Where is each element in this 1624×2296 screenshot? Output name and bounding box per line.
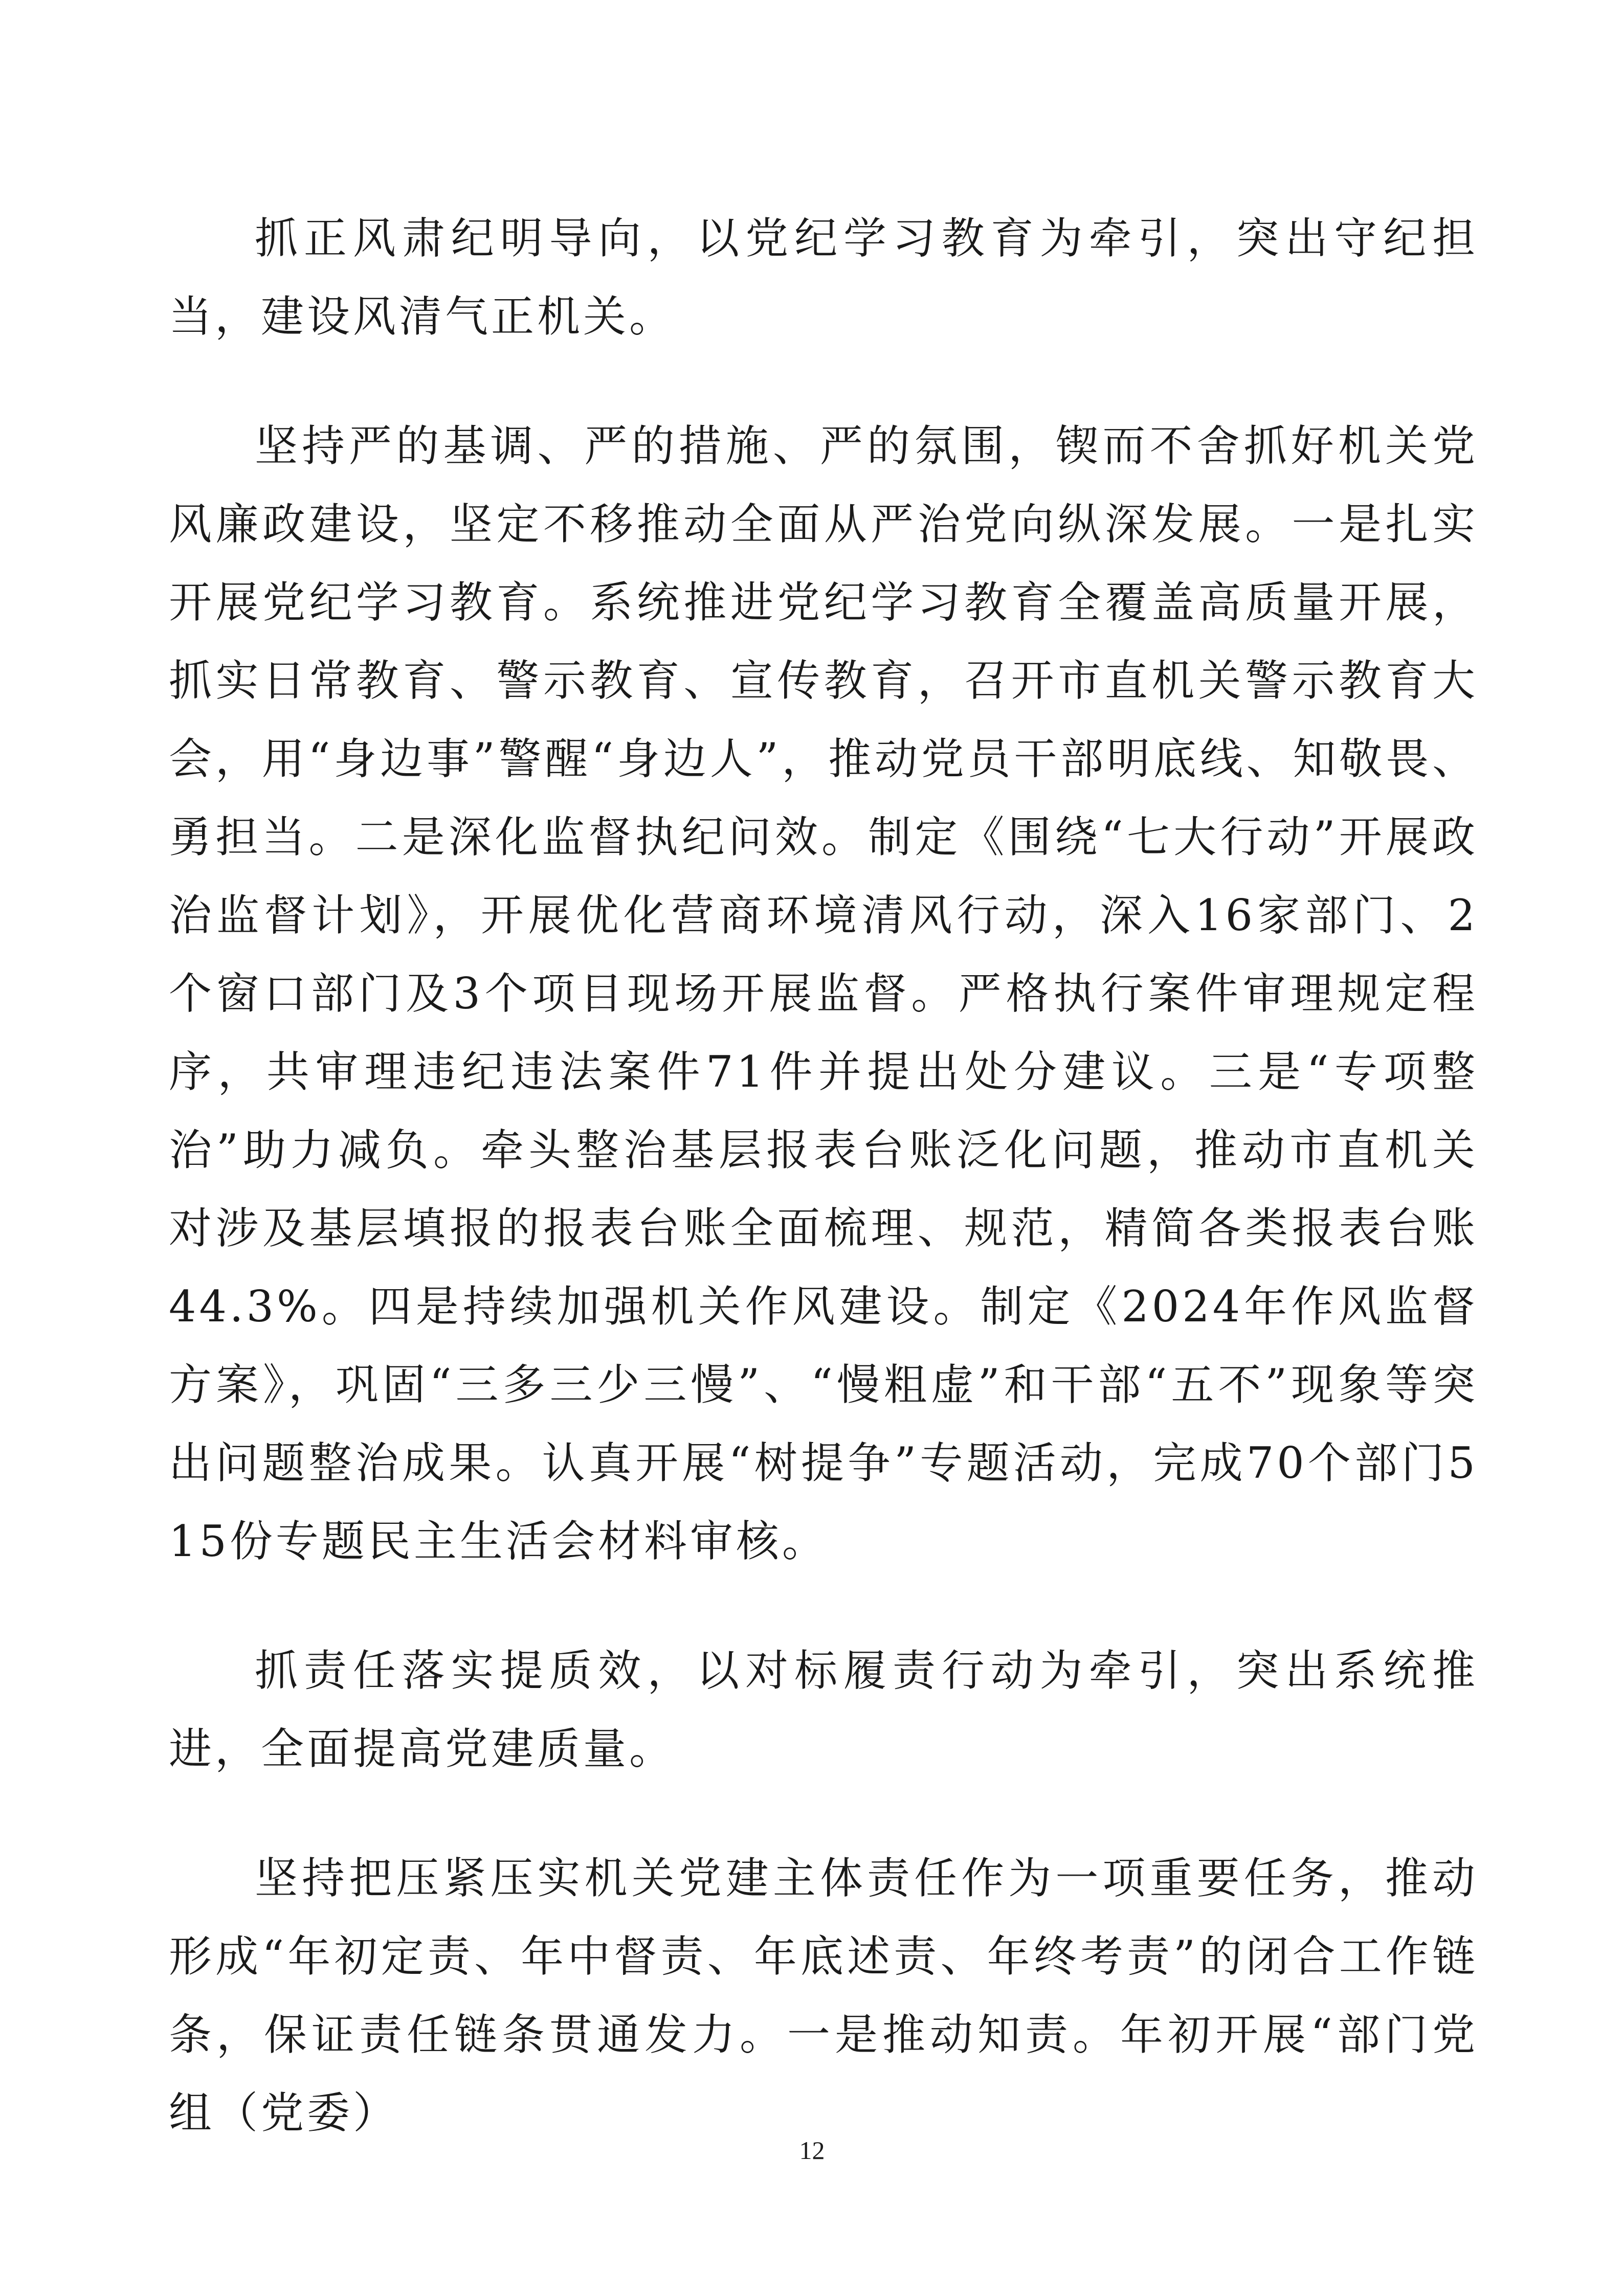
- paragraph-responsibility-details: 坚持把压紧压实机关党建主体责任作为一项重要任务，推动形成“年初定责、年中督责、年底述责、年终考责”的闭合工作链条，保证责任链条贯通发力。一是推动知责。年初开展“部门党组（党委）: [169, 1853, 1478, 2138]
- paragraph-discipline-details: 坚持严的基调、严的措施、严的氛围，锲而不舍抓好机关党风廉政建设，坚定不移推动全面从严治党向纵深发展。一是扎实开展党纪学习教育。系统推进党纪学习教育全覆盖高质量开展，抓实日常教育、警示教育、宣传教育，召开市直机关警示教育大会，用“身边事”警醒“身边人”，推动党员干部明底线、知敬畏、勇担当。二是深化监督执纪问效。制定《围绕“七大行动”开展政治监督计划》，开展优化营商环境清风行动，深入16家部门、2个窗口部门及3个项目现场开展监督。严格执行案件审理规定程序，共审理违纪违法案件71件并提出处分建议。三是“专项整治”助力减负。牵头整治基层报表台账泛化问题，推动市直机关对涉及基层填报的报表台账全面梳理、规范，精简各类报表台账44.3%。四是持续加强机关作风建设。制定《2024年作风监督方案》，巩固“三多三少三慢”、“慢粗虚”和干部“五不”现象等突出问题整治成果。认真开展“树提争”专题活动，完成70个部门515份专题民主生活会材料审核。: [169, 421, 1478, 1566]
- document-body: [169, 199, 1478, 2152]
- paragraph-heading-discipline: 抓正风肃纪明导向，以党纪学习教育为牵引，突出守纪担当，建设风清气正机关。: [169, 213, 1478, 342]
- page-number: 12: [799, 2136, 825, 2165]
- paragraph-heading-responsibility: 抓责任落实提质效，以对标履责行动为牵引，突出系统推进，全面提高党建质量。: [169, 1646, 1478, 1774]
